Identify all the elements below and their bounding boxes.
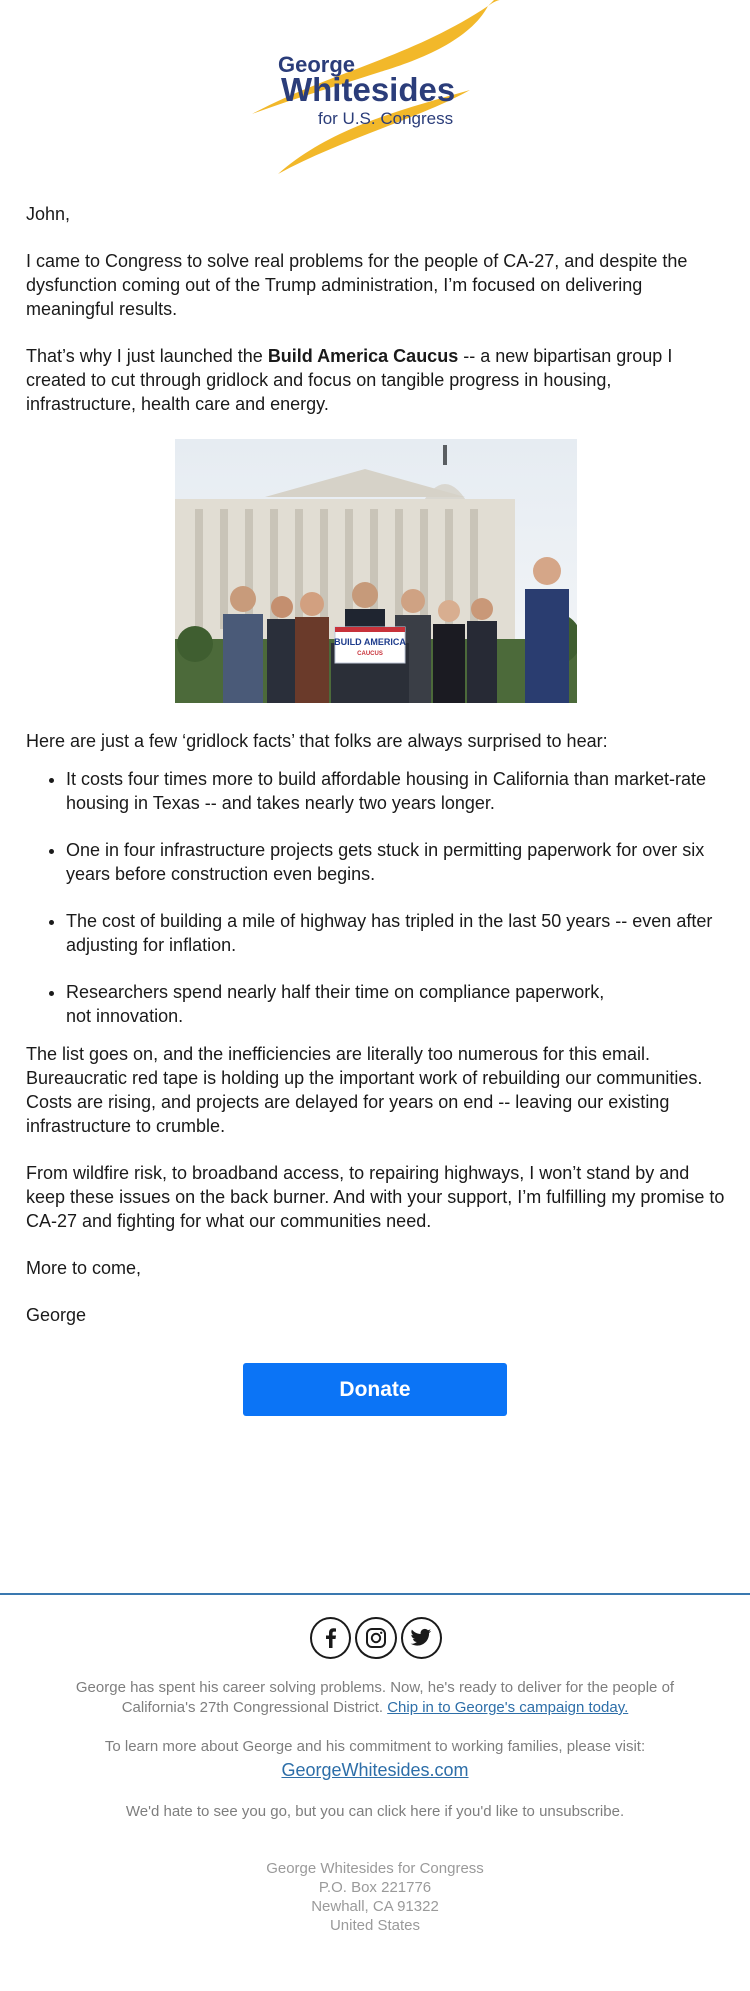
- social-links: [310, 1617, 442, 1659]
- list-item: • The cost of building a mile of highway has tripled in the last 50 years -- even after adjusting for inflation.: [66, 909, 726, 957]
- footer-about-text: George has spent his career solving problems. Now, he's ready to deliver for the people of California's 27th Congressional District.: [75, 1679, 675, 1716]
- caucus-name: Build America Caucus: [267, 346, 459, 366]
- paragraph-red-tape: The list goes on, and the inefficiencies are literally too numerous for this email. Bureaucratic red tape is holding up the important work of rebuilding our communities. Costs are rising, and projects are delayed for years on end -- leaving our existing infrastructure to crumble.: [26, 1044, 703, 1136]
- website-link[interactable]: GeorgeWhitesides.com: [281, 1760, 469, 1780]
- email-body: [26, 202, 726, 1350]
- address-line: Newhall, CA 91322: [311, 1898, 439, 1915]
- address-line: P.O. Box 221776: [318, 1879, 432, 1896]
- list-item: • Researchers spend nearly half their time on compliance paperwork, not innovation.: [66, 980, 726, 1028]
- logo-last-name: Whitesides: [281, 71, 456, 108]
- list-item: • It costs four times more to build affordable housing in California than market-rate housing in Texas -- and takes nearly two years longer.: [66, 767, 726, 815]
- paragraph-caucus-end: -- a new bipartisan group I created to cut through gridlock and focus on tangible progress in housing, infrastructure, health care and energy.: [26, 346, 673, 414]
- logo-first-name: George: [278, 52, 356, 77]
- campaign-logo: [0, 0, 750, 185]
- paragraph-intro: I came to Congress to solve real problems for the people of CA-27, and despite the dysfunction coming out of the Trump administration, I’m focused on delivering meaningful results.: [26, 251, 688, 319]
- list-item: • One in four infrastructure projects gets stuck in permitting paperwork for over six years before construction even begins.: [66, 838, 726, 886]
- footer: [75, 1678, 675, 1935]
- signature: George: [26, 1305, 87, 1325]
- paragraph-commitment: From wildfire risk, to broadband access, to repairing highways, I won’t stand by and keep these issues on the back burner. And with your support, I’m fulfilling my promise to CA-27 and fighting for what our communities need.: [26, 1163, 725, 1231]
- chip-in-link[interactable]: Chip in to George's campaign today.: [387, 1699, 629, 1716]
- unsubscribe-link[interactable]: We'd hate to see you go, but you can click here if you'd like to unsubscribe.: [125, 1803, 625, 1820]
- photo-sign-subtitle: CAUCUS: [357, 651, 383, 657]
- footer-learn-more: [75, 1737, 675, 1783]
- instagram-icon[interactable]: [355, 1617, 396, 1659]
- photo-sign-title: BUILD AMERICA: [334, 637, 406, 647]
- donate-button[interactable]: Donate: [243, 1363, 507, 1416]
- facts-intro: Here are just a few ‘gridlock facts’ that folks are always surprised to hear:: [26, 731, 608, 751]
- capitol-press-conference-photo: [175, 439, 577, 703]
- gridlock-facts-list: [26, 767, 726, 1028]
- paragraph-caucus: [26, 344, 726, 416]
- address-line: George Whitesides for Congress: [266, 1860, 484, 1877]
- greeting: John,: [26, 204, 71, 224]
- logo-tagline: for U.S. Congress: [318, 109, 454, 128]
- footer-learn-more-text: To learn more about George and his commitment to working families, please visit:: [104, 1738, 646, 1755]
- footer-divider: [0, 1593, 750, 1595]
- mailing-address: [75, 1859, 675, 1935]
- footer-about: [75, 1678, 675, 1718]
- signoff: More to come,: [26, 1258, 142, 1278]
- facebook-icon[interactable]: [310, 1617, 351, 1659]
- address-line: United States: [329, 1917, 421, 1934]
- logo-swoosh-graphic: [0, 0, 750, 185]
- twitter-icon[interactable]: [401, 1617, 442, 1659]
- paragraph-caucus-start: That’s why I just launched the: [26, 346, 268, 366]
